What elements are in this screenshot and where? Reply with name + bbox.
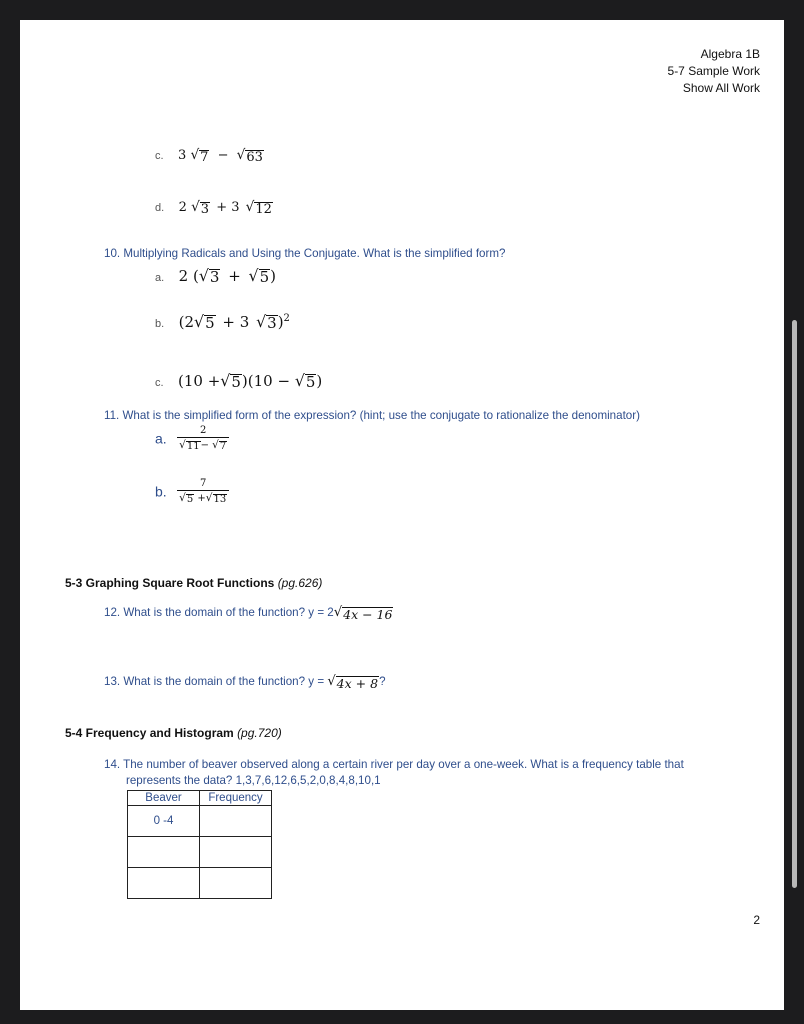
radicand: 7 [219, 441, 227, 452]
coefficient: 2 [178, 200, 187, 215]
item-label: c. [155, 377, 164, 389]
section-page-ref: (pg.626) [277, 576, 323, 590]
operator: + [228, 267, 241, 285]
document-header [668, 46, 760, 97]
question-12: 12. What is the domain of the function? y = 2 √ 4x − 16 [104, 605, 393, 622]
radicand: 3 [267, 314, 277, 332]
operator: − [217, 148, 229, 163]
radicand: 13 [213, 494, 227, 505]
table-cell [200, 806, 272, 837]
radicand: 5 [259, 268, 270, 286]
item-label: b. [155, 483, 167, 500]
prefix: 2 ( [178, 267, 199, 285]
radicand: 63 [246, 150, 263, 165]
table-header-row [128, 791, 272, 806]
table-cell [128, 837, 200, 868]
problem-10a: a. 2 ( √ 3 + √ 5 ) [155, 266, 276, 286]
middle: )(10 − [241, 372, 291, 390]
question-11-text: 11. What is the simplified form of the expression? (hint; use the conjugate to rationalize the denominator) [104, 409, 640, 422]
section-title: 5-4 Frequency and Histogram [65, 726, 234, 740]
question-12-text: 12. What is the domain of the function? y = 2 [104, 606, 334, 619]
item-label: a. [155, 272, 165, 284]
suffix: ) [277, 313, 284, 331]
question-13: 13. What is the domain of the function? y = √ 4x + 8 ? [104, 674, 386, 691]
table-row [128, 837, 272, 868]
operator: + [197, 493, 206, 504]
problem-9d: d. 2 √ 3 + 3 √ 12 [155, 199, 272, 217]
table-cell [200, 868, 272, 899]
radicand: 5 [205, 314, 215, 332]
exponent: 2 [283, 313, 290, 324]
question-14 [104, 757, 684, 789]
header-assignment: 5-7 Sample Work [667, 64, 760, 78]
radicand: 5 [186, 494, 194, 505]
radicand: 5 [231, 373, 241, 391]
suffix: ) [316, 372, 323, 390]
header-frequency: Frequency [200, 791, 272, 806]
radicand: 12 [255, 202, 272, 217]
table-row [128, 868, 272, 899]
item-label: d. [155, 202, 165, 214]
problem-11b: b. 7 √ 5 + √ 13 [155, 477, 229, 506]
question-13-text: 13. What is the domain of the function? y = [104, 675, 328, 688]
question-14-line1: 14. The number of beaver observed along a certain river per day over a one-week. What is a frequency table that [104, 758, 684, 771]
prefix: (10 + [178, 372, 221, 390]
frequency-table [127, 790, 272, 899]
radicand: 11 [186, 441, 200, 452]
header-instruction: Show All Work [682, 81, 760, 95]
coefficient: 3 [178, 148, 187, 163]
operator: + 3 [222, 313, 250, 331]
numerator: 7 [200, 478, 207, 489]
page-number: 2 [753, 913, 760, 927]
suffix: ) [270, 267, 276, 285]
item-label: c. [155, 150, 164, 162]
problem-11a: a. 2 √ 11 − √ 7 [155, 424, 229, 453]
radicand: 4x + 8 [336, 676, 379, 691]
question-mark: ? [379, 675, 386, 688]
radicand: 3 [209, 268, 220, 286]
radicand: 3 [200, 202, 210, 217]
radicand: 7 [200, 150, 209, 165]
numerator: 2 [200, 425, 207, 436]
section-heading-5-3 [65, 576, 322, 590]
problem-10b: b. (2 √ 5 + 3 √ 3 )$^2$ [155, 312, 290, 332]
header-course: Algebra 1B [700, 47, 760, 61]
operator: − [200, 440, 209, 451]
question-10-text: 10. Multiplying Radicals and Using the Conjugate. What is the simplified form? [104, 247, 506, 260]
question-14-line2: represents the data? 1,3,7,6,12,6,5,2,0,8,4,8,10,1 [126, 774, 381, 787]
table-cell [128, 868, 200, 899]
table-cell: 0 -4 [128, 806, 200, 837]
section-page-ref: (pg.720) [237, 726, 282, 740]
item-label: b. [155, 318, 165, 330]
problem-9c: c. 3 √ 7 − √ 63 [155, 147, 263, 165]
problem-10c: c. (10 + √ 5 )(10 − √ 5 ) [155, 371, 323, 391]
item-label: a. [155, 430, 167, 447]
header-beaver: Beaver [128, 791, 200, 806]
table-row [128, 806, 272, 837]
section-title: 5-3 Graphing Square Root Functions [65, 576, 275, 590]
vertical-scrollbar[interactable] [792, 320, 797, 888]
section-heading-5-4 [65, 726, 282, 740]
operator: + 3 [216, 200, 240, 215]
table-cell [200, 837, 272, 868]
prefix: (2 [178, 313, 195, 331]
radicand: 4x − 16 [343, 607, 393, 622]
radicand: 5 [305, 373, 316, 391]
